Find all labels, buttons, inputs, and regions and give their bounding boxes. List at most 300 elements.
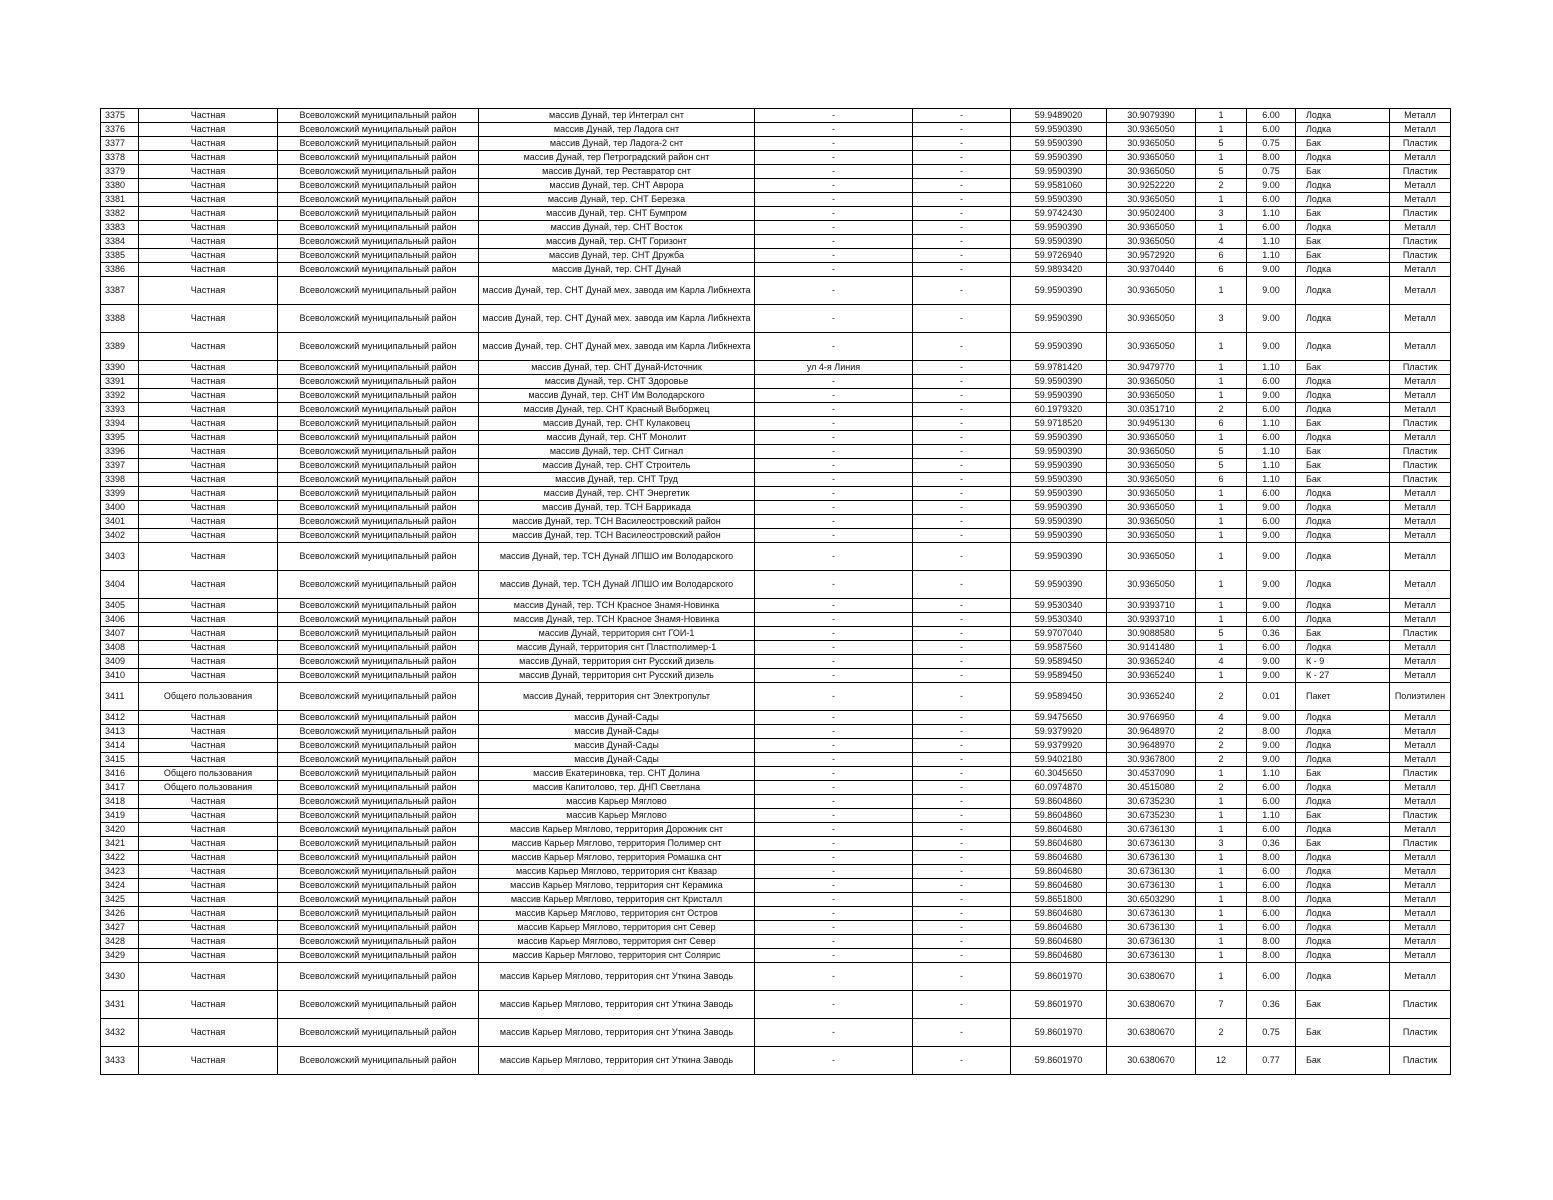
container-count-cell: 1	[1196, 333, 1247, 361]
longitude-cell: 30.6736130	[1107, 837, 1196, 851]
ownership-cell: Частная	[139, 823, 278, 837]
house-cell: -	[913, 711, 1011, 725]
container-type-cell: Бак	[1296, 361, 1390, 375]
container-material-cell: Металл	[1390, 711, 1451, 725]
street-cell: -	[755, 473, 913, 487]
longitude-cell: 30.9393710	[1107, 613, 1196, 627]
location-cell: массив Дунай, тер. СНТ Труд	[479, 473, 755, 487]
container-volume-cell: 6.00	[1247, 963, 1296, 991]
house-cell: -	[913, 753, 1011, 767]
district-cell: Всеволожский муниципальный район	[278, 277, 479, 305]
district-cell: Всеволожский муниципальный район	[278, 389, 479, 403]
street-cell: -	[755, 207, 913, 221]
ownership-cell: Частная	[139, 445, 278, 459]
house-cell: -	[913, 123, 1011, 137]
container-material-cell: Металл	[1390, 823, 1451, 837]
ownership-cell: Общего пользования	[139, 683, 278, 711]
container-type-cell: Лодка	[1296, 907, 1390, 921]
latitude-cell: 59.9530340	[1011, 613, 1107, 627]
table-row	[101, 655, 1451, 669]
container-material-cell: Пластик	[1390, 417, 1451, 431]
longitude-cell: 30.9365050	[1107, 235, 1196, 249]
house-cell: -	[913, 109, 1011, 123]
container-material-cell: Пластик	[1390, 445, 1451, 459]
latitude-cell: 59.9590390	[1011, 137, 1107, 151]
container-volume-cell: 9.00	[1247, 599, 1296, 613]
container-volume-cell: 6.00	[1247, 921, 1296, 935]
ownership-cell: Частная	[139, 669, 278, 683]
location-cell: массив Дунай, тер. СНТ Кулаковец	[479, 417, 755, 431]
table-row	[101, 641, 1451, 655]
container-count-cell: 5	[1196, 165, 1247, 179]
container-material-cell: Пластик	[1390, 1047, 1451, 1075]
container-type-cell: Лодка	[1296, 599, 1390, 613]
table-row	[101, 529, 1451, 543]
container-count-cell: 3	[1196, 305, 1247, 333]
location-cell: массив Дунай, тер. ТСН Василеостровский район	[479, 529, 755, 543]
container-type-cell: Лодка	[1296, 501, 1390, 515]
house-cell: -	[913, 669, 1011, 683]
table-row	[101, 403, 1451, 417]
table-row	[101, 613, 1451, 627]
latitude-cell: 60.3045650	[1011, 767, 1107, 781]
container-count-cell: 1	[1196, 795, 1247, 809]
latitude-cell: 59.8604680	[1011, 823, 1107, 837]
row-number-cell: 3393	[101, 403, 139, 417]
table-row	[101, 193, 1451, 207]
ownership-cell: Частная	[139, 375, 278, 389]
container-volume-cell: 6.00	[1247, 487, 1296, 501]
house-cell: -	[913, 613, 1011, 627]
latitude-cell: 59.9590390	[1011, 389, 1107, 403]
ownership-cell: Частная	[139, 473, 278, 487]
container-type-cell: Лодка	[1296, 781, 1390, 795]
container-volume-cell: 6.00	[1247, 123, 1296, 137]
container-type-cell: Лодка	[1296, 739, 1390, 753]
longitude-cell: 30.9365050	[1107, 473, 1196, 487]
row-number-cell: 3418	[101, 795, 139, 809]
container-material-cell: Металл	[1390, 487, 1451, 501]
container-material-cell: Металл	[1390, 655, 1451, 669]
row-number-cell: 3387	[101, 277, 139, 305]
location-cell: массив Дунай, тер Реставратор снт	[479, 165, 755, 179]
table-row	[101, 781, 1451, 795]
longitude-cell: 30.9365050	[1107, 529, 1196, 543]
latitude-cell: 59.9530340	[1011, 599, 1107, 613]
district-cell: Всеволожский муниципальный район	[278, 403, 479, 417]
container-type-cell: Бак	[1296, 991, 1390, 1019]
container-count-cell: 1	[1196, 431, 1247, 445]
district-cell: Всеволожский муниципальный район	[278, 781, 479, 795]
street-cell: -	[755, 893, 913, 907]
row-number-cell: 3422	[101, 851, 139, 865]
table-row	[101, 893, 1451, 907]
container-material-cell: Пластик	[1390, 1019, 1451, 1047]
house-cell: -	[913, 515, 1011, 529]
container-type-cell: Лодка	[1296, 613, 1390, 627]
container-material-cell: Металл	[1390, 193, 1451, 207]
ownership-cell: Частная	[139, 641, 278, 655]
ownership-cell: Частная	[139, 879, 278, 893]
longitude-cell: 30.6736130	[1107, 921, 1196, 935]
longitude-cell: 30.9365050	[1107, 137, 1196, 151]
container-material-cell: Металл	[1390, 921, 1451, 935]
street-cell: -	[755, 1047, 913, 1075]
street-cell: -	[755, 417, 913, 431]
location-cell: массив Дунай, тер. ТСН Дунай ЛПШО им Володарского	[479, 571, 755, 599]
container-material-cell: Пластик	[1390, 207, 1451, 221]
latitude-cell: 60.0974870	[1011, 781, 1107, 795]
location-cell: массив Дунай, тер. СНТ Дунай мех. завода им Карла Либкнехта	[479, 305, 755, 333]
table-row	[101, 417, 1451, 431]
container-material-cell: Пластик	[1390, 809, 1451, 823]
location-cell: массив Карьер Мяглово, территория снт Север	[479, 921, 755, 935]
container-type-cell: Лодка	[1296, 851, 1390, 865]
longitude-cell: 30.9370440	[1107, 263, 1196, 277]
container-type-cell: Лодка	[1296, 221, 1390, 235]
ownership-cell: Частная	[139, 501, 278, 515]
location-cell: массив Дунай, тер. СНТ Дунай мех. завода им Карла Либкнехта	[479, 277, 755, 305]
row-number-cell: 3412	[101, 711, 139, 725]
container-volume-cell: 6.00	[1247, 641, 1296, 655]
row-number-cell: 3391	[101, 375, 139, 389]
container-type-cell: Бак	[1296, 837, 1390, 851]
house-cell: -	[913, 1019, 1011, 1047]
latitude-cell: 59.9587560	[1011, 641, 1107, 655]
location-cell: массив Дунай, тер. СНТ Дунай	[479, 263, 755, 277]
house-cell: -	[913, 501, 1011, 515]
container-volume-cell: 9.00	[1247, 571, 1296, 599]
street-cell: -	[755, 403, 913, 417]
container-material-cell: Металл	[1390, 893, 1451, 907]
table-row	[101, 543, 1451, 571]
house-cell: -	[913, 851, 1011, 865]
longitude-cell: 30.9365050	[1107, 543, 1196, 571]
container-type-cell: Лодка	[1296, 333, 1390, 361]
container-material-cell: Металл	[1390, 375, 1451, 389]
container-material-cell: Металл	[1390, 907, 1451, 921]
row-number-cell: 3420	[101, 823, 139, 837]
ownership-cell: Частная	[139, 389, 278, 403]
container-count-cell: 1	[1196, 277, 1247, 305]
row-number-cell: 3376	[101, 123, 139, 137]
latitude-cell: 59.9707040	[1011, 627, 1107, 641]
container-volume-cell: 1.10	[1247, 473, 1296, 487]
latitude-cell: 59.9379920	[1011, 739, 1107, 753]
row-number-cell: 3398	[101, 473, 139, 487]
container-count-cell: 2	[1196, 739, 1247, 753]
row-number-cell: 3431	[101, 991, 139, 1019]
longitude-cell: 30.9648970	[1107, 725, 1196, 739]
container-volume-cell: 6.00	[1247, 879, 1296, 893]
container-volume-cell: 9.00	[1247, 739, 1296, 753]
district-cell: Всеволожский муниципальный район	[278, 893, 479, 907]
table-row	[101, 921, 1451, 935]
container-type-cell: К - 9	[1296, 655, 1390, 669]
ownership-cell: Частная	[139, 529, 278, 543]
container-volume-cell: 8.00	[1247, 935, 1296, 949]
street-cell: -	[755, 1019, 913, 1047]
ownership-cell: Частная	[139, 753, 278, 767]
district-cell: Всеволожский муниципальный район	[278, 865, 479, 879]
district-cell: Всеволожский муниципальный район	[278, 361, 479, 375]
container-count-cell: 1	[1196, 389, 1247, 403]
container-volume-cell: 9.00	[1247, 753, 1296, 767]
latitude-cell: 59.9590390	[1011, 487, 1107, 501]
container-volume-cell: 1.10	[1247, 767, 1296, 781]
latitude-cell: 59.8601970	[1011, 1047, 1107, 1075]
ownership-cell: Частная	[139, 893, 278, 907]
house-cell: -	[913, 277, 1011, 305]
latitude-cell: 59.9590390	[1011, 501, 1107, 515]
container-material-cell: Металл	[1390, 403, 1451, 417]
house-cell: -	[913, 683, 1011, 711]
district-cell: Всеволожский муниципальный район	[278, 179, 479, 193]
container-volume-cell: 8.00	[1247, 851, 1296, 865]
location-cell: массив Дунай, тер. СНТ Им Володарского	[479, 389, 755, 403]
location-cell: массив Карьер Мяглово, территория снт Квазар	[479, 865, 755, 879]
row-number-cell: 3405	[101, 599, 139, 613]
container-count-cell: 1	[1196, 123, 1247, 137]
house-cell: -	[913, 781, 1011, 795]
location-cell: массив Карьер Мяглово, территория снт Кристалл	[479, 893, 755, 907]
ownership-cell: Частная	[139, 263, 278, 277]
longitude-cell: 30.9648970	[1107, 739, 1196, 753]
row-number-cell: 3392	[101, 389, 139, 403]
container-count-cell: 5	[1196, 137, 1247, 151]
latitude-cell: 59.8601970	[1011, 963, 1107, 991]
container-volume-cell: 0.36	[1247, 627, 1296, 641]
street-cell: -	[755, 109, 913, 123]
latitude-cell: 59.9590390	[1011, 235, 1107, 249]
row-number-cell: 3425	[101, 893, 139, 907]
table-row	[101, 739, 1451, 753]
container-material-cell: Металл	[1390, 305, 1451, 333]
street-cell: -	[755, 179, 913, 193]
container-volume-cell: 1.10	[1247, 235, 1296, 249]
container-material-cell: Металл	[1390, 431, 1451, 445]
house-cell: -	[913, 641, 1011, 655]
latitude-cell: 59.8604680	[1011, 907, 1107, 921]
container-type-cell: Лодка	[1296, 109, 1390, 123]
row-number-cell: 3375	[101, 109, 139, 123]
container-volume-cell: 9.00	[1247, 305, 1296, 333]
container-volume-cell: 1.10	[1247, 809, 1296, 823]
house-cell: -	[913, 249, 1011, 263]
latitude-cell: 59.9590390	[1011, 277, 1107, 305]
container-count-cell: 1	[1196, 851, 1247, 865]
container-volume-cell: 6.00	[1247, 193, 1296, 207]
container-count-cell: 2	[1196, 179, 1247, 193]
container-count-cell: 1	[1196, 935, 1247, 949]
location-cell: массив Дунай, тер. СНТ Дунай-Источник	[479, 361, 755, 375]
longitude-cell: 30.9365050	[1107, 515, 1196, 529]
ownership-cell: Частная	[139, 235, 278, 249]
longitude-cell: 30.9365050	[1107, 445, 1196, 459]
street-cell: -	[755, 445, 913, 459]
street-cell: -	[755, 263, 913, 277]
table-row	[101, 865, 1451, 879]
container-volume-cell: 9.00	[1247, 333, 1296, 361]
street-cell: -	[755, 641, 913, 655]
street-cell: -	[755, 529, 913, 543]
container-count-cell: 1	[1196, 613, 1247, 627]
container-type-cell: Лодка	[1296, 431, 1390, 445]
table-row	[101, 277, 1451, 305]
container-material-cell: Металл	[1390, 529, 1451, 543]
container-type-cell: Лодка	[1296, 193, 1390, 207]
row-number-cell: 3390	[101, 361, 139, 375]
latitude-cell: 59.8604680	[1011, 837, 1107, 851]
longitude-cell: 30.9365050	[1107, 459, 1196, 473]
container-type-cell: Лодка	[1296, 179, 1390, 193]
location-cell: массив Дунай, территория снт Русский дизель	[479, 655, 755, 669]
location-cell: массив Дунай, тер. ТСН Красное Знамя-Новинка	[479, 613, 755, 627]
container-count-cell: 6	[1196, 473, 1247, 487]
district-cell: Всеволожский муниципальный район	[278, 683, 479, 711]
container-material-cell: Пластик	[1390, 767, 1451, 781]
longitude-cell: 30.9365050	[1107, 375, 1196, 389]
longitude-cell: 30.9365050	[1107, 123, 1196, 137]
container-type-cell: Лодка	[1296, 865, 1390, 879]
longitude-cell: 30.6736130	[1107, 823, 1196, 837]
house-cell: -	[913, 879, 1011, 893]
longitude-cell: 30.9365050	[1107, 389, 1196, 403]
longitude-cell: 30.9088580	[1107, 627, 1196, 641]
container-volume-cell: 9.00	[1247, 669, 1296, 683]
row-number-cell: 3384	[101, 235, 139, 249]
container-count-cell: 3	[1196, 837, 1247, 851]
ownership-cell: Частная	[139, 921, 278, 935]
container-material-cell: Пластик	[1390, 361, 1451, 375]
table-row	[101, 137, 1451, 151]
row-number-cell: 3407	[101, 627, 139, 641]
container-type-cell: Бак	[1296, 235, 1390, 249]
ownership-cell: Частная	[139, 949, 278, 963]
ownership-cell: Частная	[139, 627, 278, 641]
latitude-cell: 59.9590390	[1011, 473, 1107, 487]
ownership-cell: Частная	[139, 543, 278, 571]
latitude-cell: 59.9590390	[1011, 151, 1107, 165]
street-cell: -	[755, 193, 913, 207]
location-cell: массив Дунай, тер. СНТ Дружба	[479, 249, 755, 263]
longitude-cell: 30.9079390	[1107, 109, 1196, 123]
longitude-cell: 30.9365240	[1107, 683, 1196, 711]
table-row	[101, 753, 1451, 767]
container-volume-cell: 0.75	[1247, 1019, 1296, 1047]
street-cell: -	[755, 837, 913, 851]
container-material-cell: Пластик	[1390, 165, 1451, 179]
container-material-cell: Металл	[1390, 123, 1451, 137]
table-row	[101, 1047, 1451, 1075]
house-cell: -	[913, 179, 1011, 193]
longitude-cell: 30.9365050	[1107, 221, 1196, 235]
district-cell: Всеволожский муниципальный район	[278, 445, 479, 459]
table-row	[101, 809, 1451, 823]
longitude-cell: 30.9365050	[1107, 305, 1196, 333]
street-cell: -	[755, 809, 913, 823]
district-cell: Всеволожский муниципальный район	[278, 487, 479, 501]
container-type-cell: Бак	[1296, 249, 1390, 263]
container-type-cell: Лодка	[1296, 641, 1390, 655]
container-count-cell: 7	[1196, 991, 1247, 1019]
container-volume-cell: 6.00	[1247, 515, 1296, 529]
location-cell: массив Карьер Мяглово, территория снт Уткина Заводь	[479, 1019, 755, 1047]
table-row	[101, 375, 1451, 389]
container-count-cell: 1	[1196, 109, 1247, 123]
ownership-cell: Частная	[139, 865, 278, 879]
latitude-cell: 59.8604860	[1011, 809, 1107, 823]
container-volume-cell: 8.00	[1247, 725, 1296, 739]
container-type-cell: Лодка	[1296, 487, 1390, 501]
container-type-cell: Лодка	[1296, 515, 1390, 529]
container-volume-cell: 1.10	[1247, 249, 1296, 263]
table-row	[101, 221, 1451, 235]
location-cell: массив Дунай, тер Петроградский район снт	[479, 151, 755, 165]
district-cell: Всеволожский муниципальный район	[278, 151, 479, 165]
street-cell: -	[755, 375, 913, 389]
latitude-cell: 59.9590390	[1011, 305, 1107, 333]
longitude-cell: 30.9365240	[1107, 669, 1196, 683]
longitude-cell: 30.6736130	[1107, 879, 1196, 893]
container-type-cell: Бак	[1296, 473, 1390, 487]
house-cell: -	[913, 361, 1011, 375]
longitude-cell: 30.9572920	[1107, 249, 1196, 263]
latitude-cell: 59.9590390	[1011, 375, 1107, 389]
container-count-cell: 6	[1196, 249, 1247, 263]
container-type-cell: Лодка	[1296, 263, 1390, 277]
district-cell: Всеволожский муниципальный район	[278, 305, 479, 333]
district-cell: Всеволожский муниципальный район	[278, 235, 479, 249]
street-cell: -	[755, 781, 913, 795]
table-row	[101, 361, 1451, 375]
container-count-cell: 6	[1196, 263, 1247, 277]
location-cell: массив Дунай, территория снт Электропульт	[479, 683, 755, 711]
ownership-cell: Частная	[139, 837, 278, 851]
row-number-cell: 3381	[101, 193, 139, 207]
longitude-cell: 30.9365240	[1107, 655, 1196, 669]
table-row	[101, 599, 1451, 613]
street-cell: -	[755, 851, 913, 865]
container-type-cell: Бак	[1296, 627, 1390, 641]
ownership-cell: Частная	[139, 361, 278, 375]
container-type-cell: Лодка	[1296, 711, 1390, 725]
container-type-cell: Лодка	[1296, 935, 1390, 949]
street-cell: -	[755, 879, 913, 893]
house-cell: -	[913, 893, 1011, 907]
table-row	[101, 473, 1451, 487]
longitude-cell: 30.9393710	[1107, 599, 1196, 613]
table-row	[101, 487, 1451, 501]
container-volume-cell: 6.00	[1247, 907, 1296, 921]
location-cell: массив Дунай, тер Ладога-2 снт	[479, 137, 755, 151]
street-cell: -	[755, 137, 913, 151]
house-cell: -	[913, 725, 1011, 739]
table-row	[101, 151, 1451, 165]
container-material-cell: Металл	[1390, 221, 1451, 235]
house-cell: -	[913, 949, 1011, 963]
district-cell: Всеволожский муниципальный район	[278, 655, 479, 669]
location-cell: массив Дунай, тер. СНТ Энергетик	[479, 487, 755, 501]
house-cell: -	[913, 907, 1011, 921]
street-cell: -	[755, 683, 913, 711]
district-cell: Всеволожский муниципальный район	[278, 641, 479, 655]
ownership-cell: Частная	[139, 207, 278, 221]
container-type-cell: Бак	[1296, 459, 1390, 473]
location-cell: массив Дунай, тер. СНТ Здоровье	[479, 375, 755, 389]
table-row	[101, 571, 1451, 599]
house-cell: -	[913, 543, 1011, 571]
